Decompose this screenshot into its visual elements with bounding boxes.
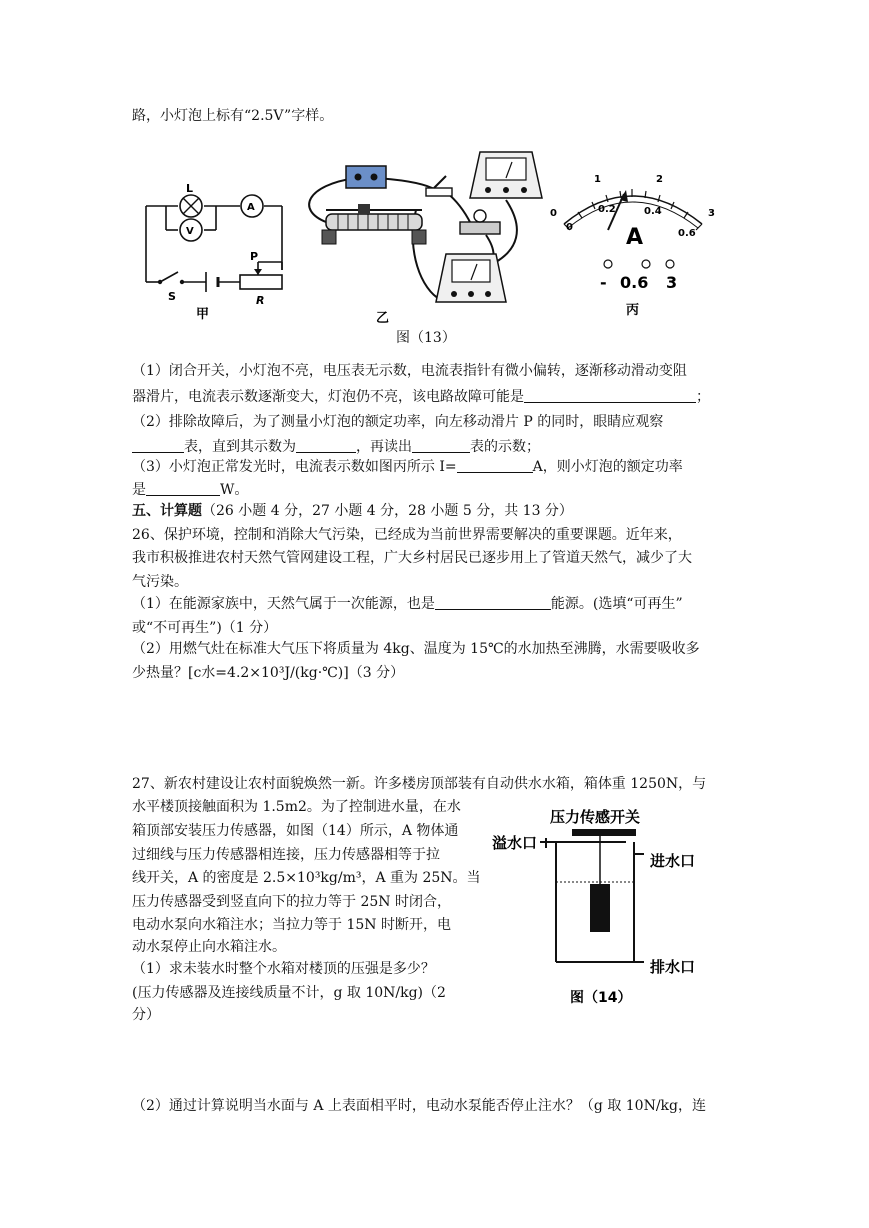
label-overflow: 溢水口: [492, 834, 538, 852]
q27-part1-line3: 分）: [132, 1007, 160, 1023]
q27-part1-line2: (压力传感器及连接线质量不计，g 取 10N/kg)（2: [132, 985, 446, 1001]
answer-blank-current[interactable]: [457, 458, 533, 473]
answer-blank-energy[interactable]: [435, 595, 551, 610]
voltmeter-symbol-V: V: [186, 226, 194, 237]
meter-unit: A: [626, 225, 644, 250]
q25-part2-line1: （2）排除故障后，为了测量小灯泡的额定功率，向左移动滑片 P 的同时，眼睛应观察: [132, 414, 664, 430]
q26-line3: 气污染。: [132, 574, 188, 590]
q26-part2-line1: （2）用燃气灶在标准大气压下将质量为 4kg、温度为 15℃的水加热至沸腾，水需要吸收多: [132, 641, 700, 657]
answer-blank-power[interactable]: [146, 481, 220, 496]
q27-part1-line1: （1）求未装水时整个水箱对楼顶的压强是多少？: [132, 961, 435, 977]
meter-outer-tick-0: 0: [550, 208, 557, 219]
meter-outer-tick-2: 2: [656, 174, 663, 185]
label-L: L: [186, 182, 194, 195]
answer-blank-meter1[interactable]: [132, 438, 184, 453]
label-P: P: [250, 250, 259, 263]
q26-line1: 26、保护环境，控制和消除大气污染，已经成为当前世界需要解决的重要课题。近年来，: [132, 527, 682, 543]
q27-line8: 动水泵停止向水箱注水。: [132, 939, 286, 955]
label-outlet: 排水口: [650, 958, 696, 976]
meter-outer-tick-3: 3: [708, 208, 715, 219]
section-5-title: 五、计算题: [132, 503, 202, 519]
label-yi: 乙: [376, 311, 390, 326]
meter-inner-tick-0: 0: [566, 222, 573, 233]
apparatus-diagram-yi: [296, 140, 552, 326]
section-5-note: （26 小题 4 分，27 小题 4 分，28 小题 5 分，共 13 分）: [202, 503, 573, 519]
q27-line1: 27、新农村建设让农村面貌焕然一新。许多楼房顶部装有自动供水水箱，箱体重 1250N，与: [132, 776, 707, 792]
q25-part2-line2: 表，直到其示数为 ，再读出 表的示数；: [132, 437, 540, 457]
q25-part1-line1: （1）闭合开关，小灯泡不亮，电压表无示数，电流表指针有微小偏转，逐渐移动滑动变阻: [132, 363, 687, 379]
q27-line4: 过细线与压力传感器相连接，压力传感器相等于拉: [132, 847, 440, 863]
intro-line: 路，小灯泡上标有“2.5V”字样。: [132, 108, 334, 124]
ammeter-dial-bing: [542, 164, 722, 324]
label-S: S: [168, 290, 176, 303]
q27-line6: 压力传感器受到竖直向下的拉力等于 25N 时闭合，: [132, 894, 451, 910]
meter-inner-tick-0.4: 0.4: [644, 206, 662, 217]
meter-inner-tick-0.2: 0.2: [598, 204, 616, 215]
label-inlet: 进水口: [650, 852, 696, 870]
water-tank-diagram: [488, 800, 720, 1010]
figure-14-caption: 图（14）: [570, 990, 632, 1006]
q27-line7: 电动水泵向水箱注水；当拉力等于 15N 时断开，电: [132, 917, 451, 933]
meter-inner-tick-0.6: 0.6: [678, 228, 696, 239]
ammeter-symbol-A: A: [247, 202, 255, 213]
answer-blank-fault[interactable]: [524, 388, 696, 403]
q26-part2-line2: 少热量？[c水=4.2×10³J/(kg·℃)]（3 分）: [132, 665, 405, 681]
q27-line2: 水平楼顶接触面积为 1.5m2。为了控制进水量，在水: [132, 799, 461, 815]
q26-part1-line2: 或“不可再生”)（1 分）: [132, 620, 278, 636]
meter-terminal-minus: -: [600, 273, 607, 292]
q27-line5: 线开关，A 的密度是 2.5×10³kg/m³，A 重为 25N。当: [132, 870, 481, 886]
circuit-diagram-jia: [138, 178, 298, 328]
q25-part3-line2: 是 W。: [132, 482, 249, 498]
label-bing: 丙: [626, 303, 640, 318]
q26-part1-line1: （1）在能源家族中，天然气属于一次能源，也是 能源。(选填“可再生”: [132, 596, 683, 612]
q27-part2-line1: （2）通过计算说明当水面与 A 上表面相平时，电动水泵能否停止注水？（g 取 10N/kg，连: [132, 1098, 707, 1114]
answer-blank-reading[interactable]: [296, 438, 356, 453]
meter-terminal-0.6: 0.6: [620, 273, 649, 292]
section-5-header: [132, 501, 573, 521]
meter-terminal-3: 3: [666, 273, 678, 292]
answer-blank-meter2[interactable]: [412, 438, 470, 453]
q25-part3-line1: （3）小灯泡正常发光时，电流表示数如图丙所示 I= A，则小灯泡的额定功率: [132, 459, 683, 475]
meter-outer-tick-1: 1: [594, 174, 601, 185]
label-pressure-sensor: 压力传感开关: [550, 808, 641, 826]
label-R: R: [256, 294, 265, 307]
q26-line2: 我市积极推进农村天然气管网建设工程，广大乡村居民已逐步用上了管道天然气，减少了大: [132, 550, 692, 566]
q27-line3: 箱顶部安装压力传感器，如图（14）所示，A 物体通: [132, 823, 459, 839]
figure-13-caption: 图（13）: [396, 330, 456, 346]
label-jia: 甲: [196, 307, 210, 322]
q25-part1-line2: 器滑片，电流表示数逐渐变大，灯泡仍不亮，该电路故障可能是 ；: [132, 389, 710, 405]
